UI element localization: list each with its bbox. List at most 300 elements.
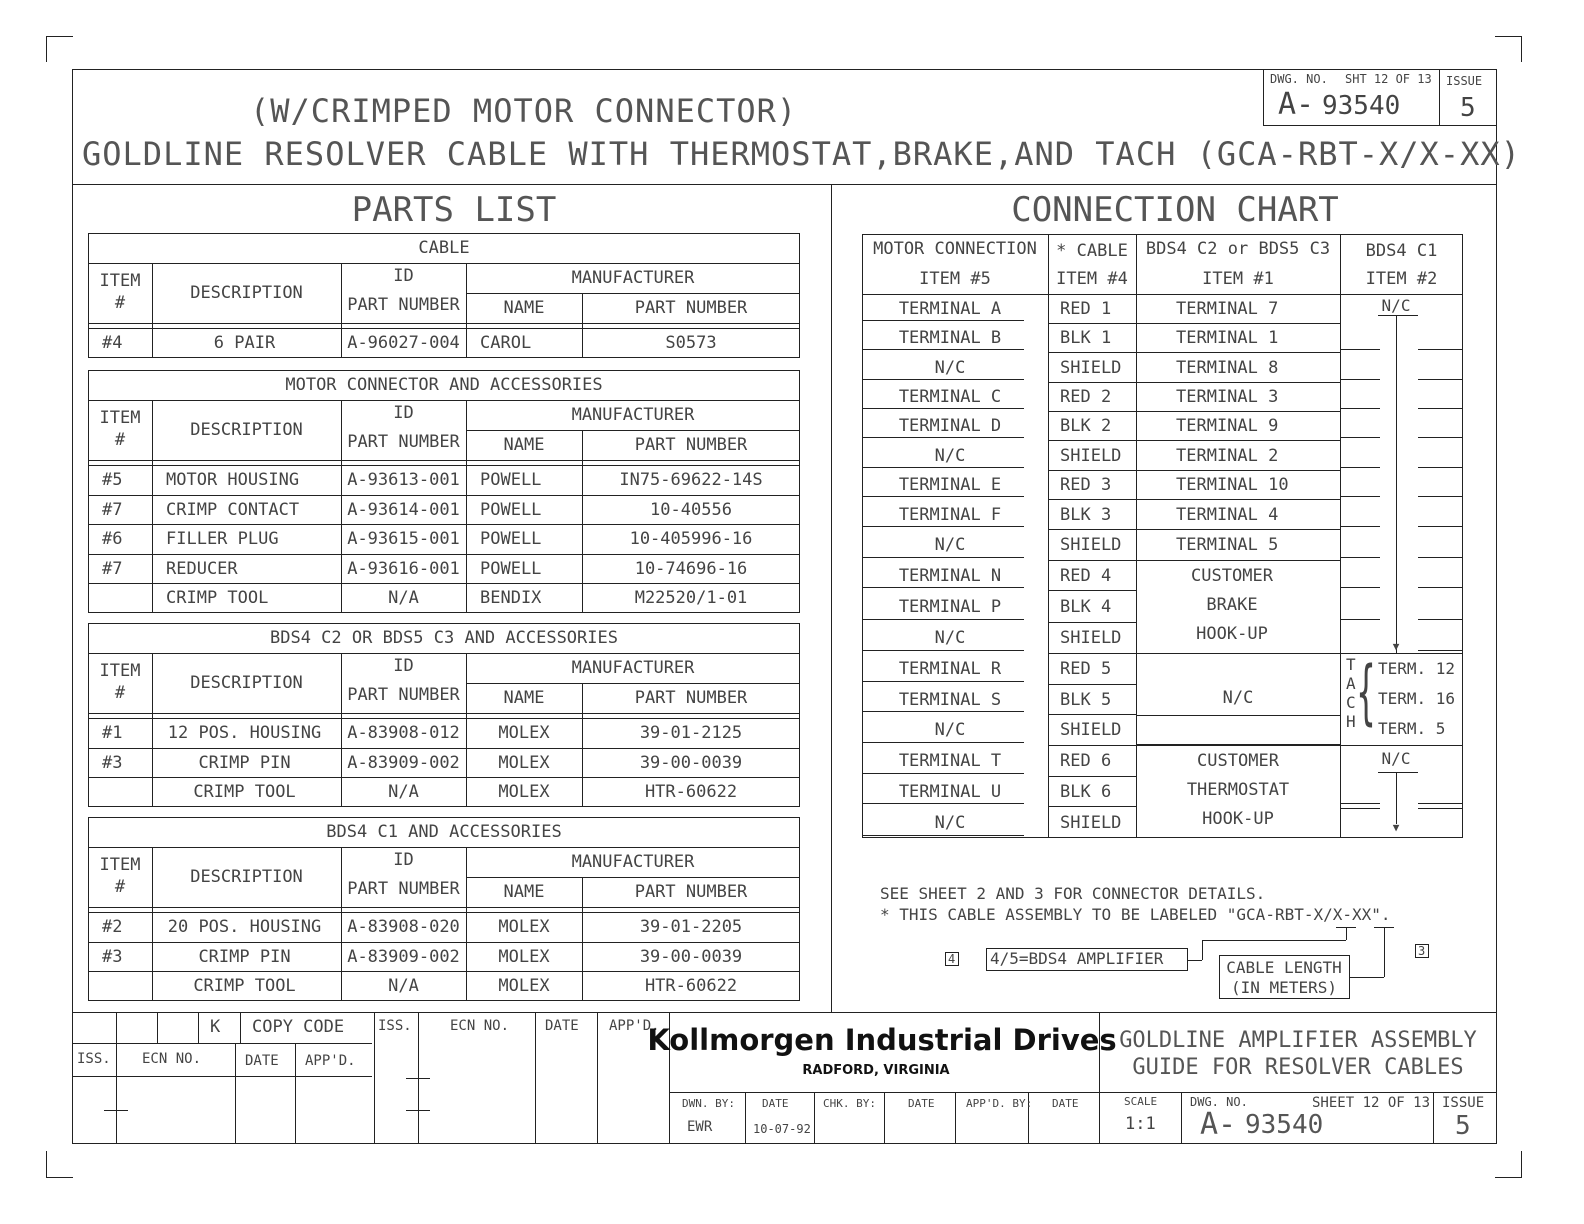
c1-stub bbox=[1418, 650, 1463, 651]
bds4c2-terminal: TERMINAL 3 bbox=[1176, 387, 1279, 407]
copy-code-k: K bbox=[210, 1017, 221, 1037]
manufacturer-name: POWELL bbox=[480, 499, 542, 520]
bottom-sheet-label: SHEET 12 OF 13 bbox=[1312, 1095, 1431, 1111]
c1-stub bbox=[1418, 557, 1463, 558]
manufacturer-name: POWELL bbox=[480, 529, 542, 550]
divider bbox=[157, 1012, 158, 1043]
cable-wire: RED 3 bbox=[1060, 475, 1112, 495]
crop-mark bbox=[46, 36, 47, 62]
cable-wire: RED 2 bbox=[1060, 387, 1112, 407]
underline bbox=[862, 681, 1024, 682]
cable-wire: BLK 2 bbox=[1060, 416, 1112, 436]
divider bbox=[1048, 323, 1136, 324]
dwn-by-value: EWR bbox=[687, 1119, 713, 1135]
rev-iss-label-right: ISS. bbox=[378, 1018, 412, 1034]
header-part-number: PART NUMBER bbox=[347, 685, 460, 705]
c1-stub bbox=[1418, 496, 1463, 497]
divider bbox=[1136, 745, 1340, 746]
c1-nc-bottom: N/C bbox=[1381, 749, 1411, 768]
cable-wire: RED 4 bbox=[1060, 565, 1112, 586]
divider bbox=[1136, 470, 1340, 471]
c1-nc-top: N/C bbox=[1381, 296, 1411, 315]
motor-terminal: TERMINAL C bbox=[898, 387, 1002, 407]
divider bbox=[152, 263, 153, 358]
parts-table-2 bbox=[88, 623, 800, 807]
divider bbox=[1136, 499, 1340, 500]
motor-terminal: TERMINAL T bbox=[898, 751, 1002, 771]
divider bbox=[88, 748, 800, 749]
cable-length-unit: (IN METERS) bbox=[1231, 978, 1337, 997]
divider bbox=[884, 1092, 885, 1144]
title-divider bbox=[72, 184, 1497, 185]
manufacturer-part-number: 39-01-2205 bbox=[639, 917, 743, 937]
description: 20 POS. HOUSING bbox=[167, 917, 322, 937]
motor-terminal: N/C bbox=[934, 357, 966, 378]
c1-stub bbox=[1340, 526, 1380, 527]
header-mfr-part-number: PART NUMBER bbox=[634, 298, 748, 318]
c1-stub bbox=[1418, 467, 1463, 468]
manufacturer-name: MOLEX bbox=[498, 782, 550, 803]
header-hash: # bbox=[114, 430, 126, 450]
motor-terminal: TERMINAL A bbox=[898, 299, 1002, 319]
divider bbox=[1136, 323, 1340, 324]
underline bbox=[862, 379, 1024, 380]
c1-stub bbox=[1340, 467, 1380, 468]
divider bbox=[1048, 653, 1136, 654]
c1-stub bbox=[1418, 619, 1463, 620]
divider bbox=[88, 713, 800, 714]
cable-wire: RED 6 bbox=[1060, 751, 1112, 771]
id-part-number: A-93613-001 bbox=[347, 470, 460, 490]
divider bbox=[341, 653, 342, 807]
divider bbox=[341, 400, 342, 613]
manufacturer-name: POWELL bbox=[480, 470, 542, 490]
header-id: ID bbox=[393, 656, 414, 676]
header-id: ID bbox=[393, 266, 414, 286]
divider bbox=[1048, 411, 1136, 412]
description: CRIMP PIN bbox=[198, 946, 291, 967]
header-hash: # bbox=[114, 293, 126, 313]
header-name: NAME bbox=[503, 882, 545, 902]
c1-stub bbox=[1340, 808, 1380, 809]
copy-code-label: COPY CODE bbox=[252, 1017, 345, 1037]
underline bbox=[862, 742, 1024, 743]
divider bbox=[862, 294, 1463, 295]
id-part-number: A-96027-004 bbox=[347, 333, 460, 353]
c1-arrow-line bbox=[1396, 772, 1397, 824]
underline bbox=[862, 835, 1024, 836]
divider bbox=[198, 1012, 199, 1043]
divider bbox=[466, 877, 800, 878]
underline bbox=[862, 587, 1024, 588]
manufacturer-part-number: HTR-60622 bbox=[644, 782, 738, 803]
top-dwg-number: 93540 bbox=[1322, 91, 1401, 121]
appd-by-label: APP'D. BY: bbox=[966, 1097, 1033, 1110]
parts-table-title: BDS4 C2 OR BDS5 C3 AND ACCESSORIES bbox=[270, 628, 618, 648]
divider bbox=[88, 912, 800, 913]
tick bbox=[406, 1110, 430, 1111]
divider bbox=[1048, 470, 1136, 471]
bds4c2-terminal: TERMINAL 4 bbox=[1176, 504, 1279, 525]
header-description: DESCRIPTION bbox=[190, 420, 303, 440]
manufacturer-part-number: HTR-60622 bbox=[644, 976, 738, 997]
divider bbox=[1048, 560, 1136, 561]
header-manufacturer: MANUFACTURER bbox=[571, 405, 695, 425]
cable-wire: RED 1 bbox=[1060, 299, 1112, 319]
divider bbox=[152, 847, 153, 1001]
cable-wire: BLK 4 bbox=[1060, 596, 1112, 617]
divider bbox=[1181, 1092, 1182, 1144]
divider bbox=[1136, 560, 1340, 561]
rev-appd-label-right: APP'D. bbox=[609, 1018, 660, 1034]
manufacturer-part-number: M22520/1-01 bbox=[634, 588, 748, 609]
tick bbox=[104, 1110, 128, 1111]
c1-stub bbox=[1340, 437, 1380, 438]
leader bbox=[1202, 940, 1203, 960]
header-manufacturer: MANUFACTURER bbox=[571, 852, 695, 872]
bds4c2-terminal: TERMINAL 7 bbox=[1176, 299, 1279, 319]
item-number: #6 bbox=[102, 529, 123, 550]
leader bbox=[1188, 960, 1202, 961]
c1-stub bbox=[1418, 803, 1463, 804]
header-cable-item: ITEM #4 bbox=[1056, 269, 1128, 289]
divider bbox=[88, 653, 800, 654]
manufacturer-part-number: 10-40556 bbox=[650, 499, 732, 520]
divider bbox=[341, 847, 342, 1001]
bds4c2-terminal: TERMINAL 8 bbox=[1176, 357, 1279, 378]
divider bbox=[88, 718, 800, 719]
manufacturer-part-number: S0573 bbox=[665, 333, 717, 353]
header-part-number: PART NUMBER bbox=[347, 432, 460, 452]
leader bbox=[1346, 927, 1347, 940]
rev-date-label: DATE bbox=[245, 1053, 279, 1069]
divider bbox=[152, 653, 153, 807]
bottom-issue-label: ISSUE bbox=[1442, 1095, 1485, 1111]
note-cable-label: * THIS CABLE ASSEMBLY TO BE LABELED "GCA-RBT-X/X-XX". bbox=[880, 905, 1391, 924]
divider bbox=[1136, 653, 1340, 654]
divider bbox=[88, 942, 800, 943]
connection-chart-heading: CONNECTION CHART bbox=[1011, 190, 1339, 230]
amplifier-callout-text: 4/5=BDS4 AMPLIFIER bbox=[990, 949, 1164, 968]
cable-wire: SHIELD bbox=[1060, 445, 1122, 466]
divider bbox=[341, 263, 342, 358]
thermostat-hookup: HOOK-UP bbox=[1202, 809, 1274, 829]
crop-mark bbox=[46, 1151, 47, 1177]
manufacturer-name: POWELL bbox=[480, 558, 542, 579]
manufacturer-name: MOLEX bbox=[498, 917, 550, 937]
divider bbox=[72, 1076, 372, 1077]
manufacturer-name: MOLEX bbox=[498, 752, 550, 773]
bds4c2-terminal: TERMINAL 9 bbox=[1176, 416, 1279, 436]
divider bbox=[1048, 440, 1136, 441]
brake-hookup: BRAKE bbox=[1206, 595, 1258, 615]
tach-letter: A bbox=[1346, 674, 1356, 693]
tach-letter: H bbox=[1346, 712, 1356, 731]
c1-stub bbox=[1418, 349, 1463, 350]
description: CRIMP TOOL bbox=[193, 976, 296, 997]
manufacturer-part-number: 39-00-0039 bbox=[639, 752, 743, 773]
id-part-number: N/A bbox=[388, 976, 419, 997]
tach-letter: T bbox=[1346, 655, 1356, 674]
header-part-number: PART NUMBER bbox=[347, 295, 460, 315]
c1-stub bbox=[1418, 587, 1463, 588]
id-part-number: A-93614-001 bbox=[347, 499, 460, 520]
cable-wire: SHIELD bbox=[1060, 720, 1122, 740]
divider bbox=[88, 328, 800, 329]
underline bbox=[862, 408, 1024, 409]
crop-mark bbox=[1521, 1151, 1522, 1177]
item-number: #7 bbox=[102, 499, 123, 520]
divider bbox=[88, 465, 800, 466]
underline bbox=[862, 711, 1024, 712]
note-connector-details: SEE SHEET 2 AND 3 FOR CONNECTOR DETAILS. bbox=[880, 884, 1266, 903]
header-mfr-part-number: PART NUMBER bbox=[634, 882, 748, 902]
c1-stub bbox=[1340, 803, 1380, 804]
divider bbox=[1136, 382, 1340, 383]
header-item: ITEM bbox=[99, 408, 141, 428]
divider bbox=[582, 683, 583, 807]
divider bbox=[1136, 440, 1340, 441]
description: CRIMP TOOL bbox=[166, 588, 269, 609]
description: FILLER PLUG bbox=[166, 529, 279, 550]
cable-wire: RED 5 bbox=[1060, 659, 1112, 679]
tach-letter: C bbox=[1346, 693, 1356, 712]
divider bbox=[1048, 352, 1136, 353]
date-label: DATE bbox=[762, 1097, 789, 1110]
underline bbox=[1378, 315, 1418, 316]
motor-terminal: TERMINAL E bbox=[898, 475, 1002, 495]
id-part-number: A-83908-012 bbox=[347, 723, 460, 743]
parts-table-title: CABLE bbox=[418, 238, 470, 258]
tach-nc: N/C bbox=[1222, 688, 1254, 708]
crop-mark bbox=[1495, 36, 1522, 37]
divider bbox=[88, 400, 800, 401]
motor-terminal: N/C bbox=[934, 445, 966, 466]
thermostat-hookup: THERMOSTAT bbox=[1186, 780, 1290, 800]
divider bbox=[1048, 382, 1136, 383]
company-location: RADFORD, VIRGINIA bbox=[802, 1063, 950, 1078]
divider bbox=[72, 1043, 372, 1044]
id-part-number: N/A bbox=[388, 588, 419, 609]
manufacturer-part-number: 10-405996-16 bbox=[629, 529, 753, 550]
header-bds4c2-item: ITEM #1 bbox=[1202, 269, 1274, 289]
top-dwg-label: DWG. NO. bbox=[1270, 72, 1328, 86]
bottom-dwg-prefix: A- bbox=[1200, 1107, 1237, 1142]
manufacturer-part-number: 39-01-2125 bbox=[639, 723, 743, 743]
cable-wire: SHIELD bbox=[1060, 812, 1122, 833]
leader bbox=[1336, 927, 1356, 928]
manufacturer-name: BENDIX bbox=[480, 588, 542, 609]
tach-term: TERM. 12 bbox=[1378, 659, 1456, 678]
description: CRIMP PIN bbox=[198, 752, 291, 773]
divider bbox=[1048, 622, 1136, 623]
c1-stub bbox=[1340, 408, 1380, 409]
underline bbox=[862, 619, 1024, 620]
divider bbox=[1048, 776, 1136, 777]
header-bds4c1-item: ITEM #2 bbox=[1365, 269, 1438, 289]
divider bbox=[1048, 234, 1049, 838]
cable-wire: BLK 5 bbox=[1060, 689, 1112, 710]
bds4c2-terminal: TERMINAL 5 bbox=[1176, 535, 1279, 555]
divider bbox=[374, 1012, 375, 1144]
c1-stub bbox=[1340, 496, 1380, 497]
manufacturer-name: MOLEX bbox=[498, 946, 550, 967]
c1-stub bbox=[1418, 526, 1463, 527]
divider bbox=[88, 583, 800, 584]
thermostat-hookup: CUSTOMER bbox=[1197, 751, 1279, 771]
item-number: #5 bbox=[102, 470, 123, 490]
divider bbox=[1439, 69, 1440, 126]
underline bbox=[862, 557, 1024, 558]
bottom-issue-value: 5 bbox=[1455, 1111, 1471, 1141]
header-description: DESCRIPTION bbox=[190, 283, 303, 303]
manufacturer-part-number: 10-74696-16 bbox=[634, 558, 748, 579]
divider bbox=[116, 1012, 117, 1043]
divider bbox=[466, 263, 467, 358]
underline bbox=[862, 349, 1024, 350]
motor-terminal: N/C bbox=[934, 628, 966, 648]
c1-arrow-head: ▼ bbox=[1392, 821, 1400, 834]
callout-3-number: 3 bbox=[1418, 944, 1426, 958]
company-name: Kollmorgen Industrial Drives bbox=[647, 1023, 1117, 1057]
c1-stub bbox=[1340, 619, 1380, 620]
header-item: ITEM bbox=[99, 661, 141, 681]
brake-hookup: CUSTOMER bbox=[1191, 566, 1273, 586]
c1-arrow-head: ▼ bbox=[1392, 640, 1400, 653]
underline bbox=[862, 650, 1024, 651]
divider bbox=[88, 263, 800, 264]
divider bbox=[669, 1092, 1497, 1093]
underline bbox=[862, 437, 1024, 438]
divider bbox=[535, 1012, 536, 1144]
divider bbox=[88, 847, 800, 848]
title-line-2: GOLDLINE RESOLVER CABLE WITH THERMOSTAT,BRAKE,AND TACH (GCA-RBT-X/X-XX) bbox=[82, 135, 1521, 173]
divider bbox=[1433, 1092, 1434, 1144]
divider bbox=[1136, 529, 1340, 530]
divider bbox=[466, 400, 467, 613]
divider bbox=[466, 430, 800, 431]
c1-arrow-line bbox=[1396, 315, 1397, 653]
divider bbox=[1048, 499, 1136, 500]
bds4c2-terminal: TERMINAL 2 bbox=[1176, 445, 1279, 466]
manufacturer-name: MOLEX bbox=[498, 976, 550, 997]
divider bbox=[1048, 684, 1136, 685]
divider bbox=[466, 653, 467, 807]
header-description: DESCRIPTION bbox=[190, 673, 303, 693]
header-mfr-part-number: PART NUMBER bbox=[634, 435, 748, 455]
underline bbox=[862, 467, 1024, 468]
scale-value: 1:1 bbox=[1125, 1114, 1156, 1134]
motor-terminal: TERMINAL B bbox=[898, 328, 1002, 348]
item-number: #1 bbox=[102, 723, 123, 743]
id-part-number: N/A bbox=[388, 782, 419, 803]
chk-by-label: CHK. BY: bbox=[823, 1097, 876, 1110]
item-number: #7 bbox=[102, 558, 123, 579]
item-number: #3 bbox=[102, 752, 123, 773]
divider bbox=[152, 400, 153, 613]
header-name: NAME bbox=[503, 298, 545, 318]
c1-stub bbox=[1340, 587, 1380, 588]
top-issue: 5 bbox=[1460, 93, 1476, 123]
divider bbox=[1340, 745, 1463, 746]
rev-appd-label: APP'D. bbox=[305, 1053, 356, 1069]
appd-date-label: DATE bbox=[1052, 1097, 1079, 1110]
description: REDUCER bbox=[166, 558, 238, 579]
dwn-by-label: DWN. BY: bbox=[682, 1097, 735, 1110]
underline bbox=[862, 320, 1024, 321]
brake-hookup: HOOK-UP bbox=[1196, 624, 1268, 644]
motor-terminal: TERMINAL N bbox=[898, 565, 1002, 586]
manufacturer-name: CAROL bbox=[480, 333, 532, 353]
header-manufacturer: MANUFACTURER bbox=[571, 658, 695, 678]
divider bbox=[1340, 234, 1341, 838]
rev-iss-label: ISS. bbox=[77, 1051, 111, 1067]
bottom-dwg-number: 93540 bbox=[1245, 1110, 1324, 1140]
id-part-number: A-83909-002 bbox=[347, 752, 460, 773]
chk-date-label: DATE bbox=[908, 1097, 935, 1110]
divider bbox=[88, 971, 800, 972]
divider bbox=[466, 847, 467, 1001]
header-bds4c1: BDS4 C1 bbox=[1365, 241, 1438, 261]
divider bbox=[1136, 352, 1340, 353]
divider bbox=[88, 777, 800, 778]
divider bbox=[1048, 590, 1136, 591]
header-hash: # bbox=[114, 877, 126, 897]
item-number: #3 bbox=[102, 946, 123, 967]
bds4c2-terminal: TERMINAL 10 bbox=[1176, 475, 1289, 495]
header-description: DESCRIPTION bbox=[190, 867, 303, 887]
cable-wire: BLK 3 bbox=[1060, 504, 1112, 525]
divider bbox=[1136, 234, 1137, 838]
divider bbox=[1099, 1092, 1100, 1144]
divider bbox=[295, 1043, 296, 1144]
description: 12 POS. HOUSING bbox=[167, 723, 322, 743]
header-cable: * CABLE bbox=[1056, 241, 1128, 261]
underline bbox=[862, 496, 1024, 497]
crop-mark bbox=[1495, 1177, 1522, 1178]
header-manufacturer: MANUFACTURER bbox=[571, 268, 695, 288]
tach-term: TERM. 5 bbox=[1378, 719, 1446, 738]
drawing-title-line-1: GOLDLINE AMPLIFIER ASSEMBLY bbox=[1119, 1028, 1477, 1053]
divider bbox=[597, 1012, 598, 1144]
header-id: ID bbox=[393, 850, 414, 870]
divider bbox=[116, 1043, 117, 1144]
divider bbox=[88, 907, 800, 908]
header-id: ID bbox=[393, 403, 414, 423]
description: CRIMP TOOL bbox=[193, 782, 296, 803]
divider bbox=[1048, 806, 1136, 807]
divider bbox=[88, 460, 800, 461]
item-number: #4 bbox=[102, 333, 123, 353]
bottom-dwg-label: DWG. NO. bbox=[1190, 1095, 1248, 1109]
manufacturer-part-number: IN75-69622-14S bbox=[619, 470, 763, 490]
c1-stub bbox=[1340, 379, 1380, 380]
header-name: NAME bbox=[503, 688, 545, 708]
divider bbox=[235, 1043, 236, 1144]
rev-ecn-label: ECN NO. bbox=[142, 1051, 202, 1067]
motor-terminal: N/C bbox=[934, 535, 966, 555]
cable-wire: SHIELD bbox=[1060, 357, 1122, 378]
underline bbox=[862, 773, 1024, 774]
header-part-number: PART NUMBER bbox=[347, 879, 460, 899]
divider bbox=[582, 293, 583, 358]
id-part-number: A-83908-020 bbox=[347, 917, 460, 937]
manufacturer-part-number: 39-00-0039 bbox=[639, 946, 743, 967]
tach-line bbox=[1136, 715, 1340, 716]
divider bbox=[466, 293, 800, 294]
header-hash: # bbox=[114, 683, 126, 703]
divider bbox=[466, 683, 800, 684]
